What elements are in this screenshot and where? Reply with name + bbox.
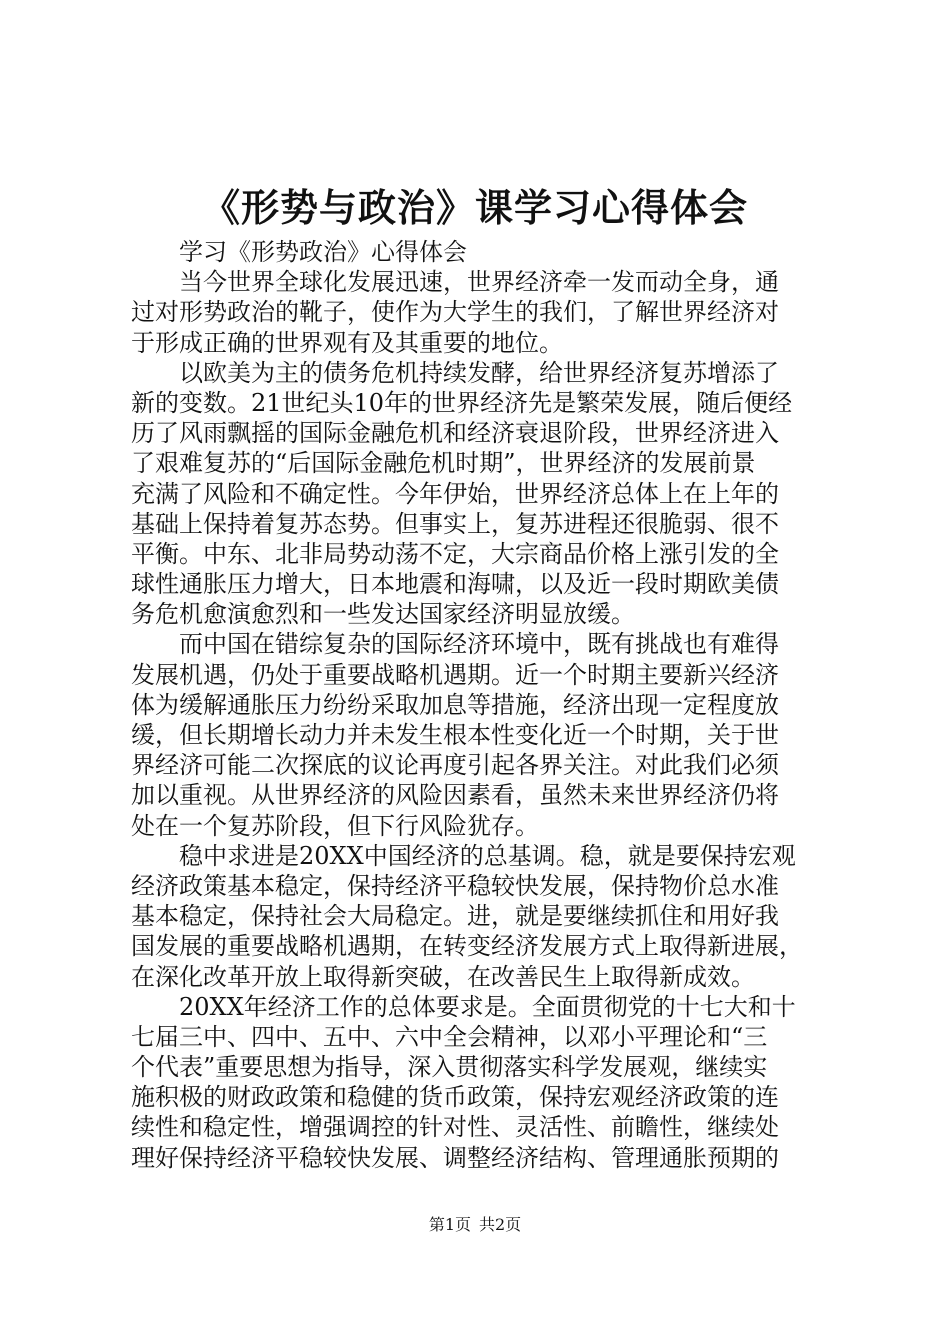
body-line: 体为缓解通胀压力纷纷采取加息等措施，经济出现一定程度放 — [131, 690, 779, 719]
body-line: 基础上保持着复苏态势。但事实上，复苏进程还很脆弱、很不 — [131, 509, 779, 538]
body-line: 七届三中、四中、五中、六中全会精神，以邓小平理论和“三 — [131, 1022, 768, 1051]
body-line: 新的变数。21世纪头10年的世界经济先是繁荣发展，随后便经 — [131, 388, 793, 417]
body-line: 经济政策基本稳定，保持经济平稳较快发展，保持物价总水准 — [131, 871, 779, 900]
document-title: 《形势与政治》课学习心得体会 — [201, 185, 748, 230]
body-line: 务危机愈演愈烈和一些发达国家经济明显放缓。 — [131, 600, 635, 629]
body-line: 稳中求进是20XX中国经济的总基调。稳，就是要保持宏观 — [179, 841, 796, 870]
body-line: 而中国在错综复杂的国际经济环境中，既有挑战也有难得 — [179, 630, 779, 659]
body-line: 加以重视。从世界经济的风险因素看，虽然未来世界经济仍将 — [131, 781, 779, 810]
body-line: 充满了风险和不确定性。今年伊始，世界经济总体上在上年的 — [131, 479, 779, 508]
body-line: 处在一个复苏阶段，但下行风险犹存。 — [131, 811, 539, 840]
body-line: 国发展的重要战略机遇期，在转变经济发展方式上取得新进展， — [131, 932, 803, 961]
body-line: 过对形势政治的靴子，使作为大学生的我们，了解世界经济对 — [131, 298, 779, 327]
body-line: 了艰难复苏的“后国际金融危机时期”，世界经济的发展前景 — [131, 449, 756, 478]
body-line: 于形成正确的世界观有及其重要的地位。 — [131, 328, 563, 357]
body-line: 历了风雨飘摇的国际金融危机和经济衰退阶段，世界经济进入 — [131, 419, 779, 448]
body-line: 当今世界全球化发展迅速，世界经济牵一发而动全身，通 — [179, 268, 779, 297]
body-line: 续性和稳定性，增强调控的针对性、灵活性、前瞻性，继续处 — [131, 1113, 779, 1142]
subtitle-line: 学习《形势政治》心得体会 — [179, 238, 467, 266]
body-line: 平衡。中东、北非局势动荡不定，大宗商品价格上涨引发的全 — [131, 539, 779, 568]
body-line: 缓，但长期增长动力并未发生根本性变化近一个时期，关于世 — [131, 721, 779, 749]
body-line: 个代表”重要思想为指导，深入贯彻落实科学发展观，继续实 — [131, 1053, 768, 1082]
page-total: 共2页 — [479, 1215, 522, 1234]
page-footer — [0, 1213, 950, 1237]
body-line: 施积极的财政政策和稳健的货币政策，保持宏观经济政策的连 — [131, 1083, 779, 1112]
body-line: 以欧美为主的债务危机持续发酵，给世界经济复苏增添了 — [179, 358, 779, 387]
body-line: 在深化改革开放上取得新突破，在改善民生上取得新成效。 — [131, 962, 755, 991]
body-line: 理好保持经济平稳较快发展、调整经济结构、管理通胀预期的 — [131, 1143, 779, 1172]
page-number: 第1页 — [428, 1215, 471, 1234]
body-line: 界经济可能二次探底的议论再度引起各界关注。对此我们必须 — [131, 751, 779, 780]
body-line: 发展机遇，仍处于重要战略机遇期。近一个时期主要新兴经济 — [131, 660, 779, 689]
body-line: 球性通胀压力增大，日本地震和海啸，以及近一段时期欧美债 — [131, 570, 779, 599]
body-line: 基本稳定，保持社会大局稳定。进，就是要继续抓住和用好我 — [131, 902, 779, 931]
body-line: 20XX年经济工作的总体要求是。全面贯彻党的十七大和十 — [179, 992, 796, 1021]
document-body — [131, 237, 836, 1173]
